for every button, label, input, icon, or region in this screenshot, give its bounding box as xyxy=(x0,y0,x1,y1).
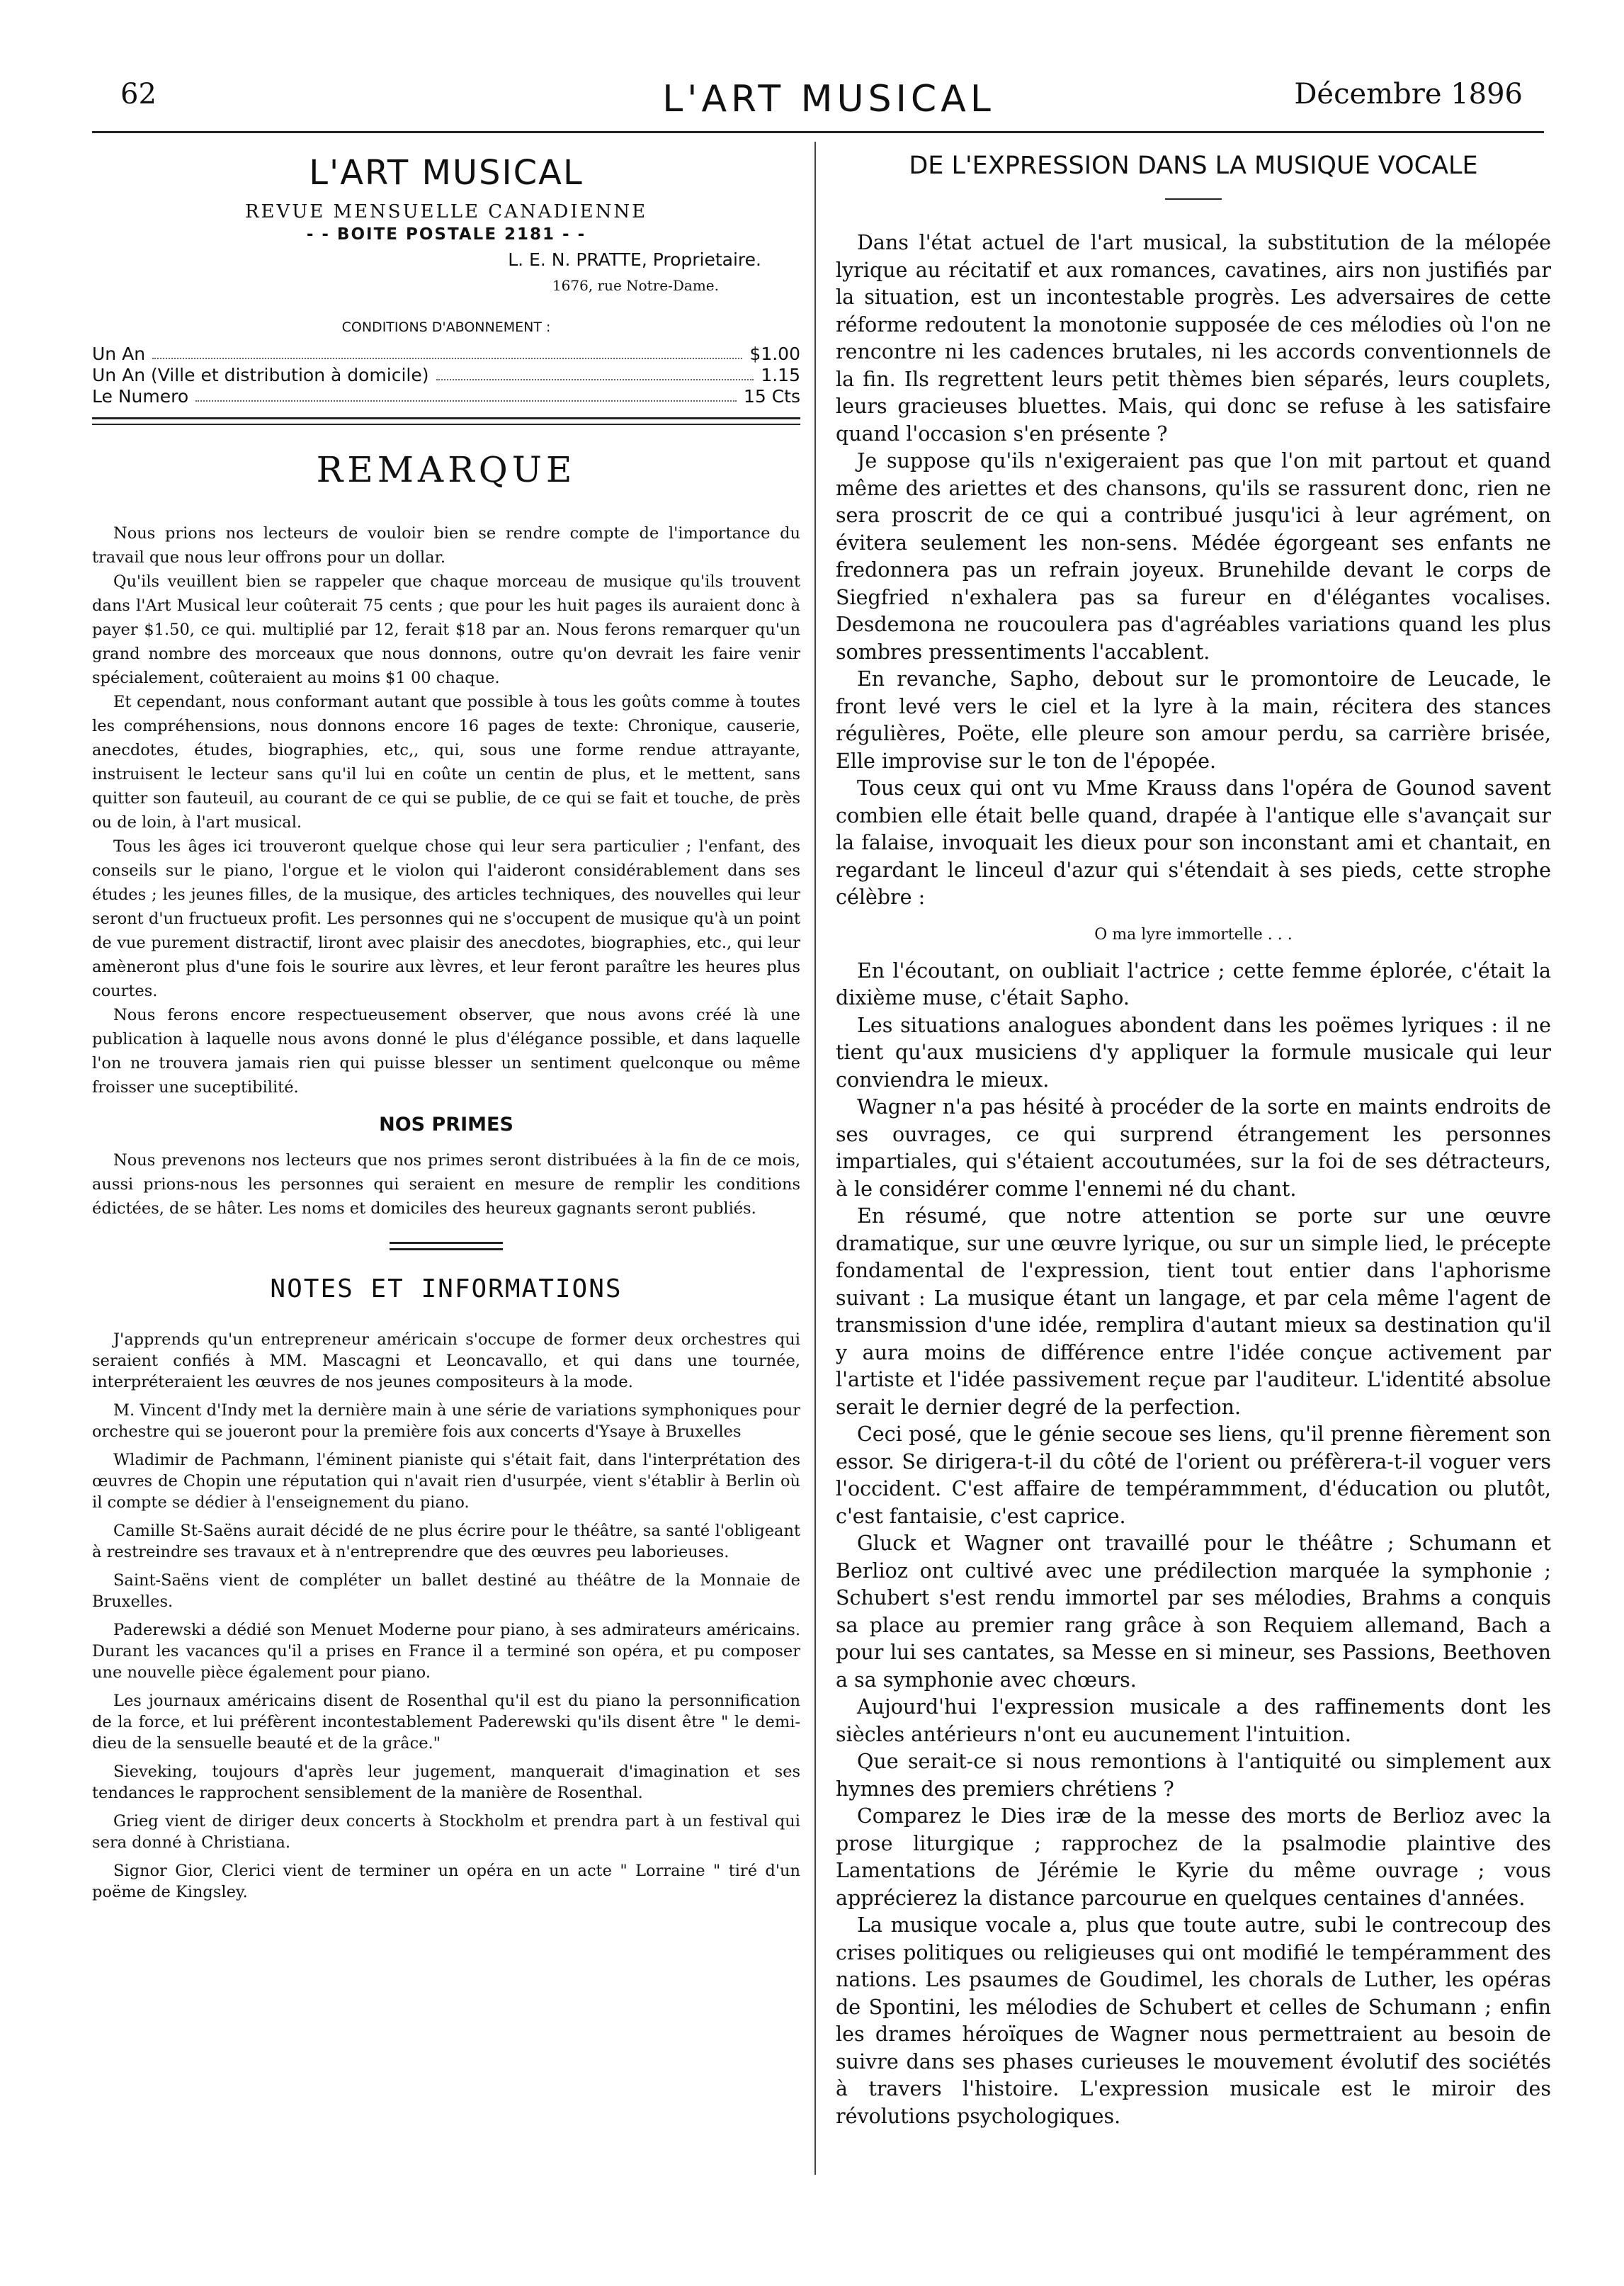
rate-label: Le Numero xyxy=(92,386,189,407)
remarque-paragraph: Et cependant, nous conformant autant que possible à tous les goûts comme à toutes les compréhensions, nous donnons encore 16 pages de texte: Chronique, causerie, anecdotes, études, biographies, etc,, qui, sous une forme rendue attrayante, instruisent le lecteur sans qu'il lui en coûte un centin de plus, et le mettent, sans quitter son fauteuil, au courant de ce qui se publie, de ce qui se fait et touche, de près ou de loin, à l'art musical. xyxy=(92,693,800,832)
dot-leader xyxy=(152,344,742,359)
postal-box: - - BOITE POSTALE 2181 - - xyxy=(306,225,586,244)
article-paragraph: Ceci posé, que le génie secoue ses liens, qu'il prenne fièrement son essor. Se dirigera-t-il du côté de l'orient ou préfèrera-t-il voguer vers l'occident. C'est affaire de tempérammment, d'éducation ou plutôt, c'est fantaisie, c'est caprice. xyxy=(836,1422,1551,1528)
address: 1676, rue Notre-Dame. xyxy=(552,277,719,294)
page-number: 62 xyxy=(120,78,157,111)
masthead-subtitle: REVUE MENSUELLE CANADIENNE xyxy=(244,201,648,222)
article-paragraph: La musique vocale a, plus que toute autre, subi le contrecoup des crises politiques ou religieuses qui ont modifié le tempéramment des nations. Les psaumes de Goudimel, les chorals de Luther, les opéras de Spontini, les mélodies de Schubert et celles de Schumann ; enfin les drames héroïques de Wagner nous permettraient au besoin de suivre dans ses phases curieuses le mouvement évolutif des sociétés à travers l'histoire. L'expression musicale est le miroir des révolutions psychologiques. xyxy=(836,1913,1551,2128)
rate-label: Un An (Ville et distribution à domicile) xyxy=(92,365,429,385)
article-paragraph: Aujourd'hui l'expression musicale a des raffinements dont les siècles antérieurs n'ont eu aucunement l'intuition. xyxy=(836,1695,1551,1746)
dot-leader xyxy=(195,386,737,402)
issue-date: Décembre 1896 xyxy=(1294,78,1523,111)
subscription-rates xyxy=(92,344,800,407)
article-paragraph: Je suppose qu'ils n'exigeraient pas que l'on mit partout et quand même des ariettes et des chansons, qu'ils se rassurent donc, rien ne sera proscrit de ce qui a contribué jusqu'ici à leur agrément, on évitera seulement les non-sens. Médée égorgeant ses enfants ne fredonnera pas un refrain joyeux. Brunehilde devant le corps de Siegfried n'exhalera pas sa fureur en d'élégantes vocalises. Desdemona ne roucoulera pas d'agréables variations quand les plus sombres pressentiments l'accablent. xyxy=(836,449,1551,664)
article-title: DE L'EXPRESSION DANS LA MUSIQUE VOCALE xyxy=(909,152,1478,180)
remarque-paragraph: Qu'ils veuillent bien se rappeler que chaque morceau de musique qu'ils trouvent dans l'Art Musical leur coûterait 75 cents ; que pour les huit pages ils auraient donc à payer $1.50, ce qui. multiplié par 12, ferait $18 par an. Nous ferons remarquer qu'un grand nombre des morceaux que nous donnons, outre qu'on devrait les faire venir spécialement, coûteraient au moins $1 00 chaque. xyxy=(92,572,800,687)
rate-price: $1.00 xyxy=(749,344,800,364)
poem-quote: O ma lyre immortelle . . . xyxy=(1094,925,1293,944)
double-rule xyxy=(390,1242,503,1250)
news-item: Signor Gior, Clerici vient de terminer un opéra en un acte " Lorraine " tiré d'un poëme de Kingsley. xyxy=(92,1862,800,1901)
article-paragraph: En résumé, que notre attention se porte sur une œuvre dramatique, sur une œuvre lyrique, ou sur un simple lied, le précepte fondamental de l'expression, tient tout entier dans l'aphorisme suivant : La musique étant un langage, et par cela même l'agent de transmission d'une idée, remplira d'autant mieux sa destination qu'il y aura moins de différence entre l'idée conçue activement par l'artiste et l'idée passivement reçue par l'auditeur. L'identité absolue serait le dernier degré de la perfection. xyxy=(836,1204,1551,1419)
left-column xyxy=(92,149,800,1910)
article-paragraph: Comparez le Dies iræ de la messe des morts de Berlioz avec la prose liturgique ; rapprochez de la psalmodie plaintive des Lamentations de Jérémie le Kyrie du même ouvrage ; vous apprécierez la distance parcourue en quelques centaines d'années. xyxy=(836,1804,1551,1910)
dot-leader xyxy=(436,365,754,380)
journal-title: L'ART MUSICAL xyxy=(662,78,995,120)
notes-title: NOTES ET INFORMATIONS xyxy=(270,1274,623,1303)
rate-row xyxy=(92,344,800,365)
remarque-title: REMARQUE xyxy=(316,449,577,490)
rate-label: Un An xyxy=(92,344,146,364)
masthead xyxy=(92,153,800,407)
article-paragraph: Gluck et Wagner ont travaillé pour le théâtre ; Schumann et Berlioz ont cultivé avec une prédilection marquée la symphonie ; Schubert s'est rendu immortel par ses mélodies, Brahms a conquis sa place au premier rang grâce à son Requiem allemand, Bach a pour lui ses cantates, sa Messe en si mineur, ses Passions, Beethoven a sa symphonie avec chœurs. xyxy=(836,1532,1551,1692)
remarque-paragraph: Tous les âges ici trouveront quelque chose qui leur sera particulier ; l'enfant, des conseils sur le piano, l'orgue et le violon qui l'aideront considérablement dans ses études ; les jeunes filles, de la musique, des articles techniques, des nouvelles qui leur seront d'un fructueux profit. Les personnes qui ne s'occupent de musique qu'à un point de vue purement distractif, liront avec plaisir des anecdotes, biographies, etc., qui leur amèneront plus d'une fois le sourire aux lèvres, et leur feront paraître les heures plus courtes. xyxy=(92,837,800,1000)
page-header xyxy=(120,78,1523,120)
header-rule xyxy=(92,131,1544,133)
news-item: Les journaux américains disent de Rosenthal qu'il est du piano la personnification de la force, et lui préfèrent incontestablement Paderewski qu'ils disent être " le demi-dieu de la sensuelle beauté et de la grâce." xyxy=(92,1692,800,1753)
rate-row xyxy=(92,386,800,407)
notes-body xyxy=(92,1329,800,1903)
remarque-paragraph: Nous ferons encore respectueusement observer, que nous avons créé là une publication à laquelle nous avons donné le plus d'élégance possible, et dans laquelle l'on ne trouvera jamais rien qui puisse blesser un sentiment quelconque ou même froisser une suceptibilité. xyxy=(92,1006,800,1097)
conditions-title: CONDITIONS D'ABONNEMENT : xyxy=(341,319,551,335)
news-item: Paderewski a dédié son Menuet Moderne pour piano, à ses admirateurs américains. Durant les vacances qu'il a prises en France il a terminé son opéra, et pu composer une nouvelle pièce également pour piano. xyxy=(92,1621,800,1682)
article-paragraph: En l'écoutant, on oubliait l'actrice ; cette femme éplorée, c'était la dixième muse, c'était Sapho. xyxy=(836,958,1551,1009)
article-paragraph: Dans l'état actuel de l'art musical, la substitution de la mélopée lyrique au récitatif et aux romances, cavatines, airs non justifiés par la situation, est un incontestable progrès. Les adversaires de cette réforme redoutent la monotonie supposée de ces mélodies où l'on ne rencontre ni les cadences brutales, ni les accords conventionnels de la fin. Ils regrettent leurs petit thèmes bien séparés, leurs couplets, leurs gracieuses bluettes. Mais, qui donc se refuse à les satisfaire quand l'occasion s'en présente ? xyxy=(836,231,1551,446)
article-paragraph: Wagner n'a pas hésité à procéder de la sorte en maints endroits de ses ouvrages, ce qui surprend étrangement les personnes impartiales, qui s'étaient accoutumées, sur la foi de ses détracteurs, à le considérer comme l'ennemi né du chant. xyxy=(836,1095,1551,1201)
right-column xyxy=(836,149,1551,2130)
primes-text: Nous prevenons nos lecteurs que nos primes seront distribuées à la fin de ce mois, aussi prions-nous les personnes qui seraient en mesure de remplir les conditions édictées, de se hâter. Les noms et domiciles des heureux gagnants seront publiés. xyxy=(92,1151,800,1218)
title-rule xyxy=(1165,198,1222,200)
article-paragraph: Que serait-ce si nous remontions à l'antiquité ou simplement aux hymnes des premiers chrétiens ? xyxy=(836,1750,1551,1801)
news-item: Sieveking, toujours d'après leur jugement, manquerait d'imagination et ses tendances le rapprochent sensiblement de la manière de Rosenthal. xyxy=(92,1762,800,1802)
article-paragraph: En revanche, Sapho, debout sur le promontoire de Leucade, le front levé vers le ciel et la lyre à la main, récitera des stances régulières, Poëte, elle pleure son amour perdu, sa carrière brisée, Elle improvise sur le ton de l'épopée. xyxy=(836,667,1551,773)
proprietor: L. E. N. PRATTE, Proprietaire. xyxy=(508,249,761,270)
news-item: Camille St-Saëns aurait décidé de ne plus écrire pour le théâtre, sa santé l'obligeant à restreindre ses travaux et à n'entreprendre que des œuvres peu laborieuses. xyxy=(92,1522,800,1561)
rate-row xyxy=(92,365,800,386)
news-item: Grieg vient de diriger deux concerts à Stockholm et prendra part à un festival qui sera donné à Christiana. xyxy=(92,1812,800,1852)
rate-price: 15 Cts xyxy=(743,386,800,407)
masthead-title: L'ART MUSICAL xyxy=(309,153,584,193)
primes-title: NOS PRIMES xyxy=(379,1114,513,1136)
rate-price: 1.15 xyxy=(761,365,800,385)
article-paragraph: Les situations analogues abondent dans les poëmes lyriques : il ne tient qu'aux musiciens d'y appliquer la formule musicale qui leur conviendra le mieux. xyxy=(836,1013,1551,1092)
news-item: Saint-Saëns vient de compléter un ballet destiné au théâtre de la Monnaie de Bruxelles. xyxy=(92,1571,800,1611)
remarque-body xyxy=(92,521,800,1099)
section-rule xyxy=(92,424,800,425)
section-rule xyxy=(92,417,800,419)
column-divider xyxy=(814,142,816,2175)
remarque-paragraph: Nous prions nos lecteurs de vouloir bien se rendre compte de l'importance du travail que nous leur offrons pour un dollar. xyxy=(92,524,800,567)
article-body-b xyxy=(836,958,1551,2131)
news-item: M. Vincent d'Indy met la dernière main à une série de variations symphoniques pour orchestre qui se joueront pour la première fois aux concerts d'Ysaye à Bruxelles xyxy=(92,1401,800,1441)
news-item: J'apprends qu'un entrepreneur américain s'occupe de former deux orchestres qui seraient confiés à MM. Mascagni et Leoncavallo, et qui dans une tournée, interpréteraient les œuvres de nos jeunes compositeurs à la mode. xyxy=(92,1330,800,1391)
article-body-a xyxy=(836,230,1551,912)
news-item: Wladimir de Pachmann, l'éminent pianiste qui s'était fait, dans l'interprétation des œuvres de Chopin une réputation qui n'avait rien d'usurpée, vient s'établir à Berlin où il compte se dédier à l'enseignement du piano. xyxy=(92,1451,800,1512)
article-paragraph: Tous ceux qui ont vu Mme Krauss dans l'opéra de Gounod savent combien elle était belle quand, drapée à l'antique elle s'avançait sur la falaise, invoquait les dieux pour son inconstant ami et chantait, en regardant le linceul d'azur qui s'étendait à ses pieds, cette strophe célèbre : xyxy=(836,776,1551,909)
